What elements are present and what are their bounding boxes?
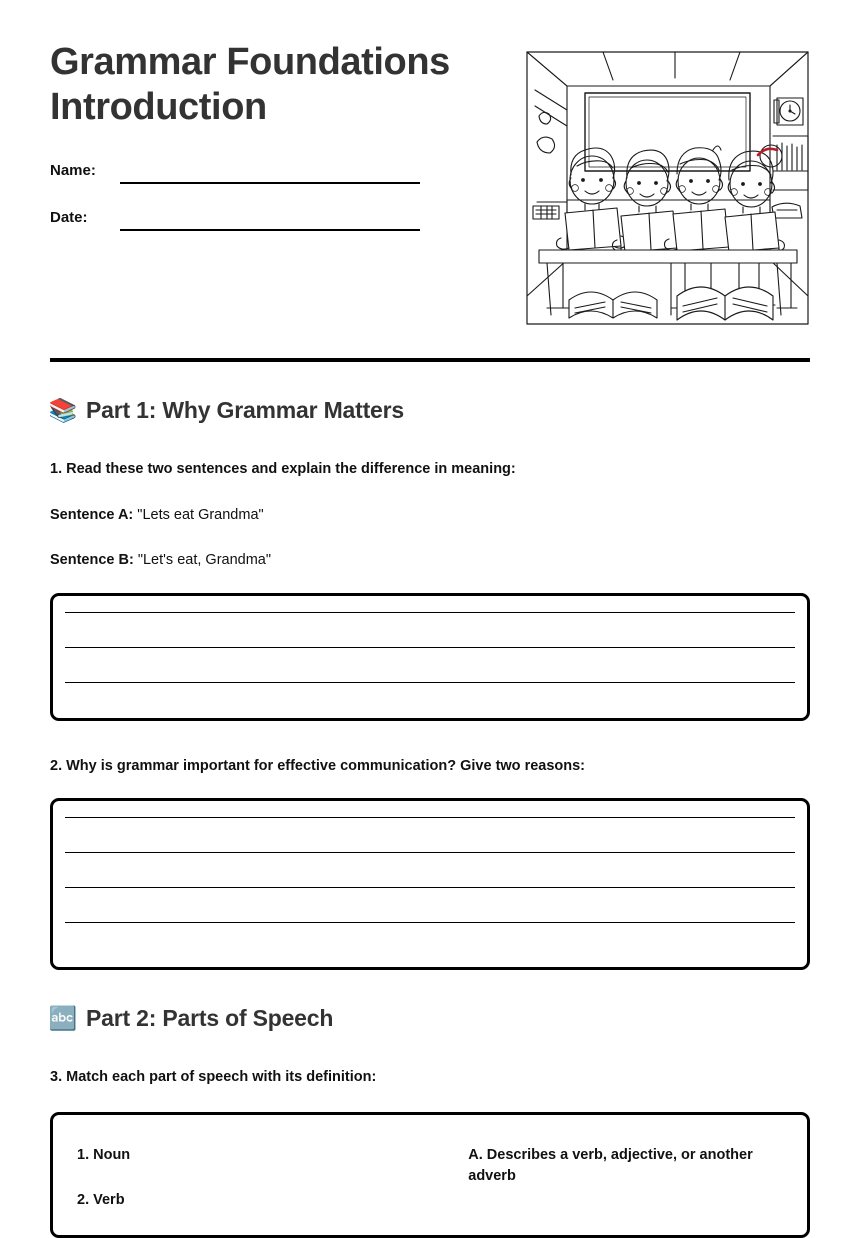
- date-field-label: Date:: [50, 208, 88, 226]
- writing-line: [65, 612, 795, 613]
- part-2-title: Part 2: Parts of Speech: [86, 1005, 334, 1032]
- writing-line: [65, 887, 795, 888]
- sentence-b-label: Sentence B:: [50, 552, 134, 569]
- writing-line: [65, 647, 795, 648]
- writing-line: [65, 682, 795, 683]
- question-1-answer-box[interactable]: [50, 593, 810, 721]
- matching-item-noun[interactable]: 1. Noun: [77, 1146, 131, 1163]
- writing-line: [65, 922, 795, 923]
- matching-item-verb[interactable]: 2. Verb: [77, 1191, 125, 1208]
- sentence-a-row: [50, 506, 810, 526]
- page-title: Grammar Foundations Introduction: [50, 41, 450, 128]
- header-left-column: [50, 40, 470, 250]
- question-2-prompt: 2. Why is grammar important for effective communication? Give two reasons:: [50, 757, 586, 774]
- question-3-prompt: 3. Match each part of speech with its definition:: [50, 1069, 377, 1086]
- classroom-reading-illustration: [525, 50, 810, 326]
- part-2-heading: [50, 1005, 810, 1032]
- books-emoji-icon: 📚: [48, 397, 78, 423]
- matching-left-column: [77, 1145, 402, 1211]
- writing-line: [65, 817, 795, 818]
- matching-definition-a[interactable]: A. Describes a verb, adjective, or another adverb: [468, 1146, 753, 1184]
- question-2-answer-box[interactable]: [50, 798, 810, 970]
- part-1-title: Part 1: Why Grammar Matters: [86, 397, 404, 423]
- date-input-line[interactable]: [120, 229, 420, 231]
- sentence-a-text: "Lets eat Grandma": [137, 506, 264, 523]
- worksheet-header: [50, 0, 810, 326]
- name-field-row: [50, 156, 470, 180]
- matching-right-column: [458, 1145, 783, 1211]
- name-field-label: Name:: [50, 161, 96, 179]
- writing-line: [65, 852, 795, 853]
- sentence-b-row: [50, 551, 810, 571]
- header-divider: [50, 358, 810, 362]
- name-input-line[interactable]: [120, 182, 420, 184]
- sentence-a-label: Sentence A:: [50, 506, 134, 523]
- part-1-heading: [50, 397, 810, 424]
- sentence-b-text: "Let's eat, Grandma": [137, 552, 271, 569]
- question-3-matching-box[interactable]: [50, 1112, 810, 1238]
- question-1-prompt: 1. Read these two sentences and explain the difference in meaning:: [50, 461, 516, 477]
- date-field-row: [50, 203, 470, 227]
- abc-input-symbol-icon: 🔤: [48, 1005, 78, 1032]
